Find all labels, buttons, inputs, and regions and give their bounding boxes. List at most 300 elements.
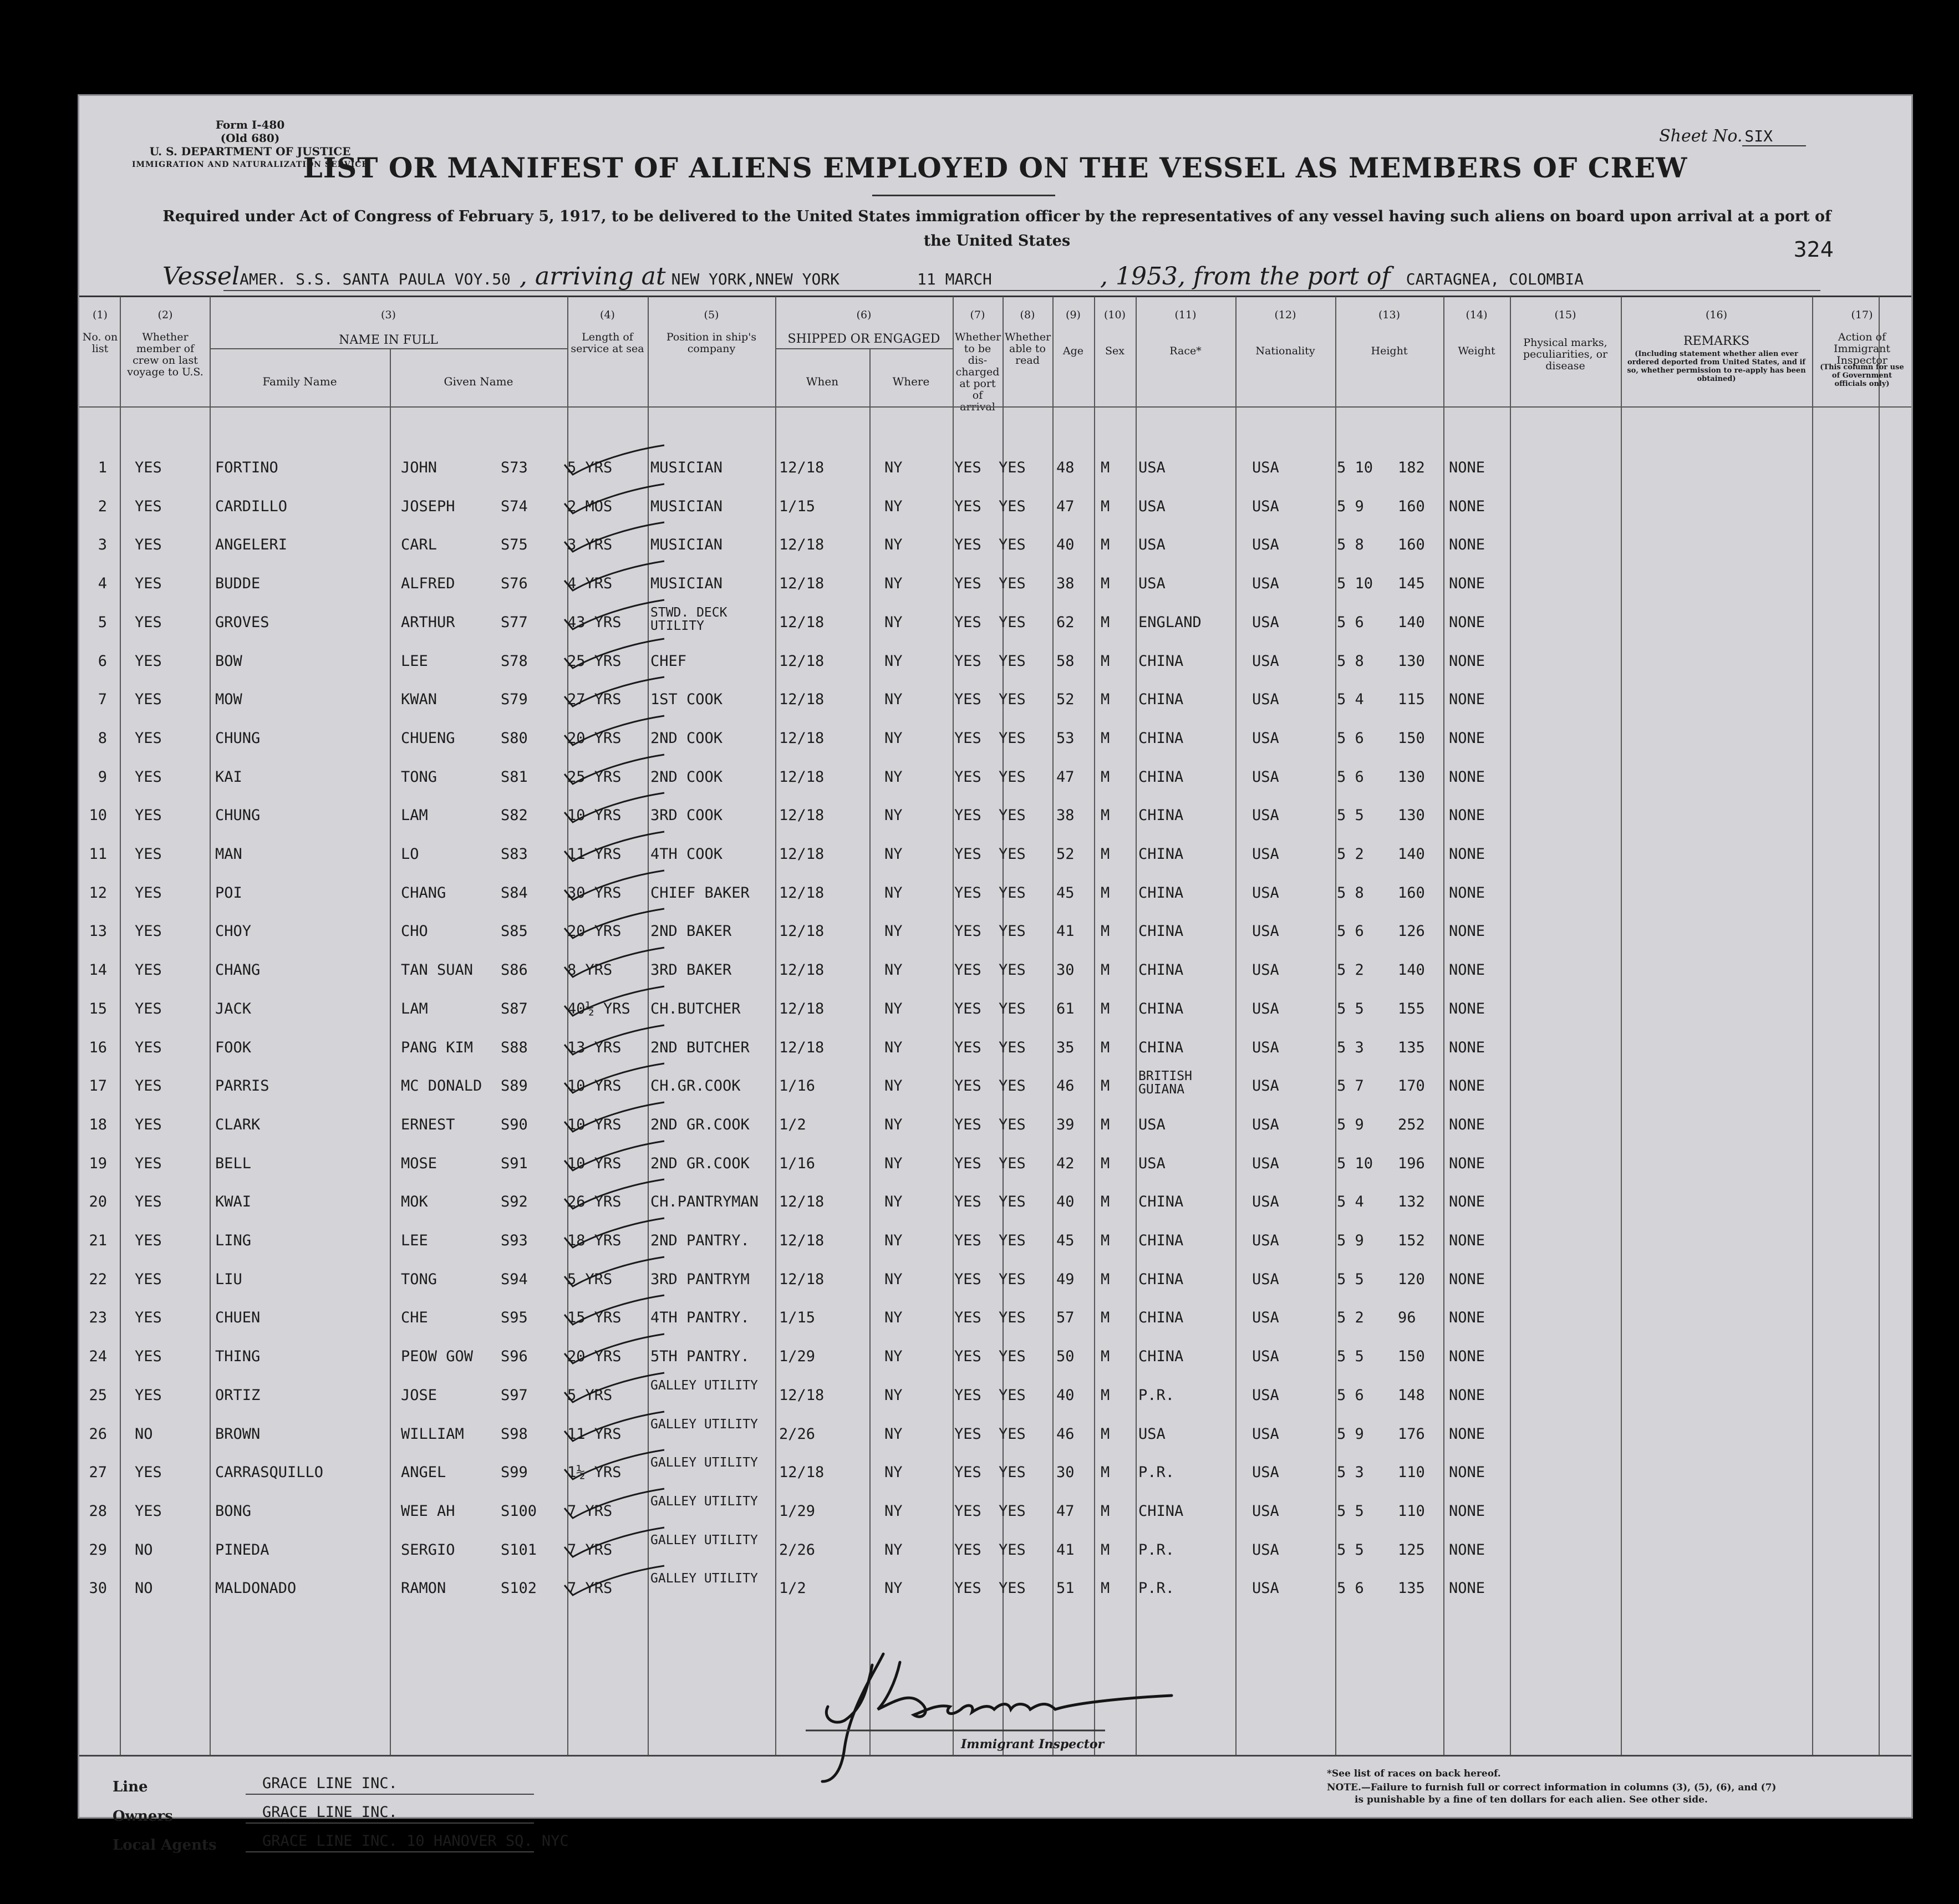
family-name: CHUNG <box>215 807 261 824</box>
nationality: USA <box>1252 1271 1279 1288</box>
shipped-where: NY <box>884 1503 903 1520</box>
prev-voyage: YES <box>135 1155 162 1172</box>
sex: M <box>1101 1503 1110 1520</box>
check-mark <box>562 1525 667 1564</box>
shipped-when: 1/29 <box>779 1503 816 1520</box>
service-length: 7 YRS <box>567 1541 613 1559</box>
discharge: YES <box>954 1077 981 1094</box>
race: USA <box>1138 536 1166 553</box>
header-subrule <box>210 348 567 349</box>
row-number: 10 <box>89 807 107 824</box>
physical-marks: NONE <box>1449 1580 1485 1597</box>
crew-code: S83 <box>501 846 528 863</box>
physical-marks: NONE <box>1449 1039 1485 1056</box>
header-c17: Action of Immigrant Inspector <box>1833 331 1891 366</box>
physical-marks: NONE <box>1449 1116 1485 1133</box>
row-number: 30 <box>89 1580 107 1597</box>
check-mark <box>562 790 667 829</box>
weight: 115 <box>1398 691 1425 708</box>
sex: M <box>1101 1077 1110 1094</box>
shipped-when: 1/2 <box>779 1580 806 1597</box>
vessel-name: AMER. S.S. SANTA PAULA VOY.50 <box>240 270 511 288</box>
header-c3: NAME IN FULL <box>339 333 438 347</box>
line-label: Line <box>113 1779 148 1795</box>
crew-code: S89 <box>501 1077 528 1094</box>
prev-voyage: YES <box>135 1039 162 1056</box>
fine-note-1: NOTE.—Failure to furnish full or correct information in columns (3), (5), (6), and (7) <box>1327 1782 1777 1793</box>
able-to-read: YES <box>999 1000 1026 1017</box>
weight: 150 <box>1398 1348 1425 1365</box>
given-name: RAMON <box>401 1580 446 1597</box>
header-c14: Weight <box>1458 345 1495 357</box>
header-c16: REMARKS <box>1683 334 1750 348</box>
check-mark <box>562 520 667 558</box>
row-number: 1 <box>98 459 107 476</box>
height: 5 6 <box>1337 1387 1364 1404</box>
table-row <box>79 605 1909 647</box>
able-to-read: YES <box>999 1426 1026 1443</box>
race: CHINA <box>1138 923 1184 940</box>
height: 5 9 <box>1337 1426 1364 1443</box>
family-name: CARDILLO <box>215 498 288 515</box>
shipped-where: NY <box>884 536 903 553</box>
able-to-read: YES <box>999 1232 1026 1249</box>
header-c15: Physical marks, peculiarities, or disease <box>1523 337 1608 372</box>
nationality: USA <box>1252 536 1279 553</box>
table-row <box>79 884 1909 918</box>
age: 53 <box>1056 730 1075 747</box>
prev-voyage: YES <box>135 1232 162 1249</box>
service-length: 25 YRS <box>567 768 622 786</box>
table-row <box>79 961 1909 995</box>
header-c9: Age <box>1062 345 1084 357</box>
check-mark <box>562 597 667 636</box>
age: 47 <box>1056 1503 1075 1520</box>
height: 5 5 <box>1337 1000 1364 1017</box>
height: 5 6 <box>1337 768 1364 786</box>
position: STWD. DECK UTILITY <box>650 605 727 633</box>
given-name: KWAN <box>401 691 437 708</box>
prev-voyage: YES <box>135 1309 162 1326</box>
race: CHINA <box>1138 884 1184 902</box>
physical-marks: NONE <box>1449 1387 1485 1404</box>
service-length: 2 MOS <box>567 498 613 515</box>
nationality: USA <box>1252 1039 1279 1056</box>
crew-code: S73 <box>501 459 528 476</box>
position: 2ND GR.COOK <box>650 1116 750 1133</box>
height: 5 3 <box>1337 1464 1364 1481</box>
given-name: CHO <box>401 923 428 940</box>
sex: M <box>1101 1348 1110 1365</box>
arrival-date: 11 MARCH <box>917 270 992 288</box>
header-shipped-when: When <box>806 375 839 388</box>
service-length: 18 YRS <box>567 1232 622 1249</box>
crew-code: S102 <box>501 1580 537 1597</box>
check-mark <box>562 1409 667 1448</box>
sex: M <box>1101 807 1110 824</box>
title-rule <box>872 195 1055 196</box>
row-number: 27 <box>89 1464 107 1481</box>
family-name: BONG <box>215 1503 252 1520</box>
given-name: PEOW GOW <box>401 1348 474 1365</box>
discharge: YES <box>954 1580 981 1597</box>
prev-voyage: NO <box>135 1426 153 1443</box>
able-to-read: YES <box>999 1077 1026 1094</box>
row-number: 4 <box>98 575 107 592</box>
able-to-read: YES <box>999 1464 1026 1481</box>
given-name: JOSEPH <box>401 498 455 515</box>
sex: M <box>1101 1155 1110 1172</box>
able-to-read: YES <box>999 1541 1026 1559</box>
table-row <box>79 459 1909 492</box>
shipped-where: NY <box>884 768 903 786</box>
able-to-read: YES <box>999 730 1026 747</box>
crew-code: S100 <box>501 1503 537 1520</box>
nationality: USA <box>1252 846 1279 863</box>
nationality: USA <box>1252 1193 1279 1210</box>
row-number: 21 <box>89 1232 107 1249</box>
shipped-when: 12/18 <box>779 1193 825 1210</box>
service-length: 5 YRS <box>567 1387 613 1404</box>
physical-marks: NONE <box>1449 1309 1485 1326</box>
shipped-where: NY <box>884 1464 903 1481</box>
departure-port: CARTAGNEA, COLOMBIA <box>1406 270 1584 288</box>
weight: 110 <box>1398 1464 1425 1481</box>
nationality: USA <box>1252 653 1279 670</box>
discharge: YES <box>954 1541 981 1559</box>
shipped-when: 2/26 <box>779 1426 816 1443</box>
position: GALLEY UTILITY <box>650 1378 758 1393</box>
weight: 140 <box>1398 961 1425 979</box>
shipped-when: 12/18 <box>779 1232 825 1249</box>
service-length: 25 YRS <box>567 653 622 670</box>
row-number: 11 <box>89 846 107 863</box>
shipped-when: 12/18 <box>779 575 825 592</box>
table-row <box>79 846 1909 879</box>
given-name: CARL <box>401 536 437 553</box>
header-number: (3) <box>381 309 396 321</box>
given-name: ALFRED <box>401 575 455 592</box>
physical-marks: NONE <box>1449 653 1485 670</box>
position: CHIEF BAKER <box>650 884 750 902</box>
race: CHINA <box>1138 1271 1184 1288</box>
position: 5TH PANTRY. <box>650 1348 750 1365</box>
height: 5 2 <box>1337 846 1364 863</box>
header-number: (17) <box>1851 309 1873 321</box>
table-top-rule <box>79 296 1911 297</box>
prev-voyage: YES <box>135 1077 162 1094</box>
height: 5 6 <box>1337 923 1364 940</box>
physical-marks: NONE <box>1449 961 1485 979</box>
physical-marks: NONE <box>1449 1348 1485 1365</box>
age: 45 <box>1056 1232 1075 1249</box>
service-length: 10 YRS <box>567 807 622 824</box>
shipped-when: 12/18 <box>779 691 825 708</box>
family-name: BOW <box>215 653 242 670</box>
prev-voyage: YES <box>135 961 162 979</box>
discharge: YES <box>954 1503 981 1520</box>
shipped-when: 12/18 <box>779 884 825 902</box>
race: CHINA <box>1138 961 1184 979</box>
arrival-port: NEW YORK,NNEW YORK <box>671 270 840 288</box>
physical-marks: NONE <box>1449 1155 1485 1172</box>
shipped-when: 12/18 <box>779 536 825 553</box>
able-to-read: YES <box>999 1503 1026 1520</box>
table-row <box>79 691 1909 724</box>
weight: 182 <box>1398 459 1425 476</box>
nationality: USA <box>1252 1077 1279 1094</box>
age: 38 <box>1056 575 1075 592</box>
height: 5 4 <box>1337 1193 1364 1210</box>
family-name: CHUEN <box>215 1309 261 1326</box>
agents-value: GRACE LINE INC. 10 HANOVER SQ. NYC <box>262 1832 569 1850</box>
physical-marks: NONE <box>1449 691 1485 708</box>
family-name: LING <box>215 1232 252 1249</box>
weight: 152 <box>1398 1232 1425 1249</box>
age: 49 <box>1056 1271 1075 1288</box>
position: GALLEY UTILITY <box>650 1455 758 1470</box>
service-length: 30 YRS <box>567 884 622 902</box>
weight: 155 <box>1398 1000 1425 1017</box>
table-row <box>79 1232 1909 1265</box>
nationality: USA <box>1252 1116 1279 1133</box>
age: 30 <box>1056 961 1075 979</box>
header-number: (14) <box>1466 309 1488 321</box>
discharge: YES <box>954 498 981 515</box>
height: 5 9 <box>1337 498 1364 515</box>
service-length: 43 YRS <box>567 614 622 631</box>
weight: 160 <box>1398 536 1425 553</box>
service-length: 8 YRS <box>567 961 613 979</box>
height: 5 5 <box>1337 807 1364 824</box>
check-mark <box>562 752 667 791</box>
age: 40 <box>1056 536 1075 553</box>
position: GALLEY UTILITY <box>650 1494 758 1509</box>
prev-voyage: YES <box>135 498 162 515</box>
crew-code: S101 <box>501 1541 537 1559</box>
position: MUSICIAN <box>650 536 723 553</box>
race: USA <box>1138 1426 1166 1443</box>
race: CHINA <box>1138 691 1184 708</box>
weight: 130 <box>1398 768 1425 786</box>
sex: M <box>1101 1580 1110 1597</box>
given-name: PANG KIM <box>401 1039 474 1056</box>
discharge: YES <box>954 1426 981 1443</box>
position: 2ND GR.COOK <box>650 1155 750 1172</box>
table-row <box>79 768 1909 802</box>
weight: 132 <box>1398 1193 1425 1210</box>
service-length: 10 YRS <box>567 1155 622 1172</box>
page-number: 324 <box>1793 237 1834 262</box>
discharge: YES <box>954 807 981 824</box>
discharge: YES <box>954 459 981 476</box>
able-to-read: YES <box>999 807 1026 824</box>
prev-voyage: YES <box>135 1116 162 1133</box>
family-name: CHOY <box>215 923 252 940</box>
weight: 120 <box>1398 1271 1425 1288</box>
family-name: FOOK <box>215 1039 252 1056</box>
able-to-read: YES <box>999 498 1026 515</box>
height: 5 4 <box>1337 691 1364 708</box>
crew-code: S77 <box>501 614 528 631</box>
row-number: 15 <box>89 1000 107 1017</box>
given-name: CHE <box>401 1309 428 1326</box>
able-to-read: YES <box>999 1271 1026 1288</box>
sex: M <box>1101 1116 1110 1133</box>
given-name: LAM <box>401 807 428 824</box>
weight: 140 <box>1398 614 1425 631</box>
able-to-read: YES <box>999 1193 1026 1210</box>
crew-code: S79 <box>501 691 528 708</box>
table-row <box>79 1309 1909 1342</box>
nationality: USA <box>1252 1426 1279 1443</box>
shipped-where: NY <box>884 884 903 902</box>
position: MUSICIAN <box>650 459 723 476</box>
header-c1: No. on list <box>82 331 118 355</box>
shipped-when: 12/18 <box>779 730 825 747</box>
family-name: THING <box>215 1348 261 1365</box>
able-to-read: YES <box>999 1387 1026 1404</box>
header-number: (13) <box>1378 309 1400 321</box>
shipped-when: 12/18 <box>779 653 825 670</box>
row-number: 6 <box>98 653 107 670</box>
crew-code: S93 <box>501 1232 528 1249</box>
prev-voyage: NO <box>135 1580 153 1597</box>
weight: 176 <box>1398 1426 1425 1443</box>
height: 5 6 <box>1337 614 1364 631</box>
row-number: 26 <box>89 1426 107 1443</box>
row-number: 12 <box>89 884 107 902</box>
service-length: 11 YRS <box>567 846 622 863</box>
check-mark <box>562 1022 667 1061</box>
height: 5 5 <box>1337 1541 1364 1559</box>
table-row <box>79 1116 1909 1149</box>
position: 3RD PANTRYM <box>650 1271 750 1288</box>
able-to-read: YES <box>999 1116 1026 1133</box>
shipped-when: 12/18 <box>779 1464 825 1481</box>
table-row <box>79 1039 1909 1072</box>
crew-code: S95 <box>501 1309 528 1326</box>
header-number: (7) <box>970 309 985 321</box>
manifest-sheet <box>78 94 1913 1854</box>
given-name: ARTHUR <box>401 614 455 631</box>
age: 48 <box>1056 459 1075 476</box>
age: 39 <box>1056 1116 1075 1133</box>
shipped-when: 12/18 <box>779 614 825 631</box>
shipped-where: NY <box>884 1541 903 1559</box>
given-name: JOSE <box>401 1387 437 1404</box>
shipped-where: NY <box>884 1232 903 1249</box>
check-mark <box>562 868 667 907</box>
shipped-where: NY <box>884 459 903 476</box>
service-length: 5 YRS <box>567 1271 613 1288</box>
check-mark <box>562 1215 667 1254</box>
header-c6: SHIPPED OR ENGAGED <box>787 332 940 346</box>
table-row <box>79 1417 1909 1459</box>
sex: M <box>1101 614 1110 631</box>
shipped-when: 2/26 <box>779 1541 816 1559</box>
sex: M <box>1101 1271 1110 1288</box>
inspector-signature <box>783 1643 1227 1787</box>
nationality: USA <box>1252 575 1279 592</box>
able-to-read: YES <box>999 691 1026 708</box>
table-row <box>79 1155 1909 1188</box>
crew-code: S76 <box>501 575 528 592</box>
age: 40 <box>1056 1193 1075 1210</box>
physical-marks: NONE <box>1449 1000 1485 1017</box>
service-length: 1½ YRS <box>567 1464 622 1481</box>
race: CHINA <box>1138 1309 1184 1326</box>
shipped-where: NY <box>884 1580 903 1597</box>
height: 5 10 <box>1337 459 1373 476</box>
shipped-where: NY <box>884 1155 903 1172</box>
sex: M <box>1101 653 1110 670</box>
shipped-when: 12/18 <box>779 768 825 786</box>
physical-marks: NONE <box>1449 846 1485 863</box>
row-number: 24 <box>89 1348 107 1365</box>
shipped-when: 12/18 <box>779 846 825 863</box>
race: USA <box>1138 498 1166 515</box>
age: 45 <box>1056 884 1075 902</box>
crew-code: S96 <box>501 1348 528 1365</box>
shipped-where: NY <box>884 1077 903 1094</box>
table-row <box>79 1193 1909 1226</box>
height: 5 9 <box>1337 1116 1364 1133</box>
sex: M <box>1101 1000 1110 1017</box>
row-number: 28 <box>89 1503 107 1520</box>
discharge: YES <box>954 1271 981 1288</box>
crew-code: S88 <box>501 1039 528 1056</box>
service-length: 15 YRS <box>567 1309 622 1326</box>
shipped-when: 12/18 <box>779 459 825 476</box>
header-inspector-note: (This column for use of Government officials only) <box>1820 363 1904 388</box>
given-name: LO <box>401 846 419 863</box>
physical-marks: NONE <box>1449 1464 1485 1481</box>
able-to-read: YES <box>999 1309 1026 1326</box>
height: 5 6 <box>1337 1580 1364 1597</box>
check-mark <box>562 1563 667 1602</box>
shipped-when: 12/18 <box>779 1039 825 1056</box>
header-number: (10) <box>1103 309 1126 321</box>
header-subrule <box>775 348 953 349</box>
crew-code: S78 <box>501 653 528 670</box>
sex: M <box>1101 575 1110 592</box>
service-length: 4 YRS <box>567 575 613 592</box>
shipped-when: 12/18 <box>779 1387 825 1404</box>
crew-code: S99 <box>501 1464 528 1481</box>
header-number: (2) <box>157 309 173 321</box>
crew-code: S82 <box>501 807 528 824</box>
family-name: CARRASQUILLO <box>215 1464 324 1481</box>
discharge: YES <box>954 1039 981 1056</box>
position: CH.PANTRYMAN <box>650 1193 759 1210</box>
race: CHINA <box>1138 807 1184 824</box>
race: CHINA <box>1138 1503 1184 1520</box>
crew-code: S86 <box>501 961 528 979</box>
table-row <box>79 1000 1909 1034</box>
prev-voyage: YES <box>135 459 162 476</box>
check-mark <box>562 906 667 945</box>
check-mark <box>562 558 667 597</box>
height: 5 8 <box>1337 536 1364 553</box>
discharge: YES <box>954 1116 981 1133</box>
crew-code: S85 <box>501 923 528 940</box>
check-mark <box>562 1447 667 1486</box>
position: GALLEY UTILITY <box>650 1417 758 1432</box>
check-mark <box>562 1099 667 1138</box>
shipped-where: NY <box>884 498 903 515</box>
shipped-when: 1/15 <box>779 1309 816 1326</box>
